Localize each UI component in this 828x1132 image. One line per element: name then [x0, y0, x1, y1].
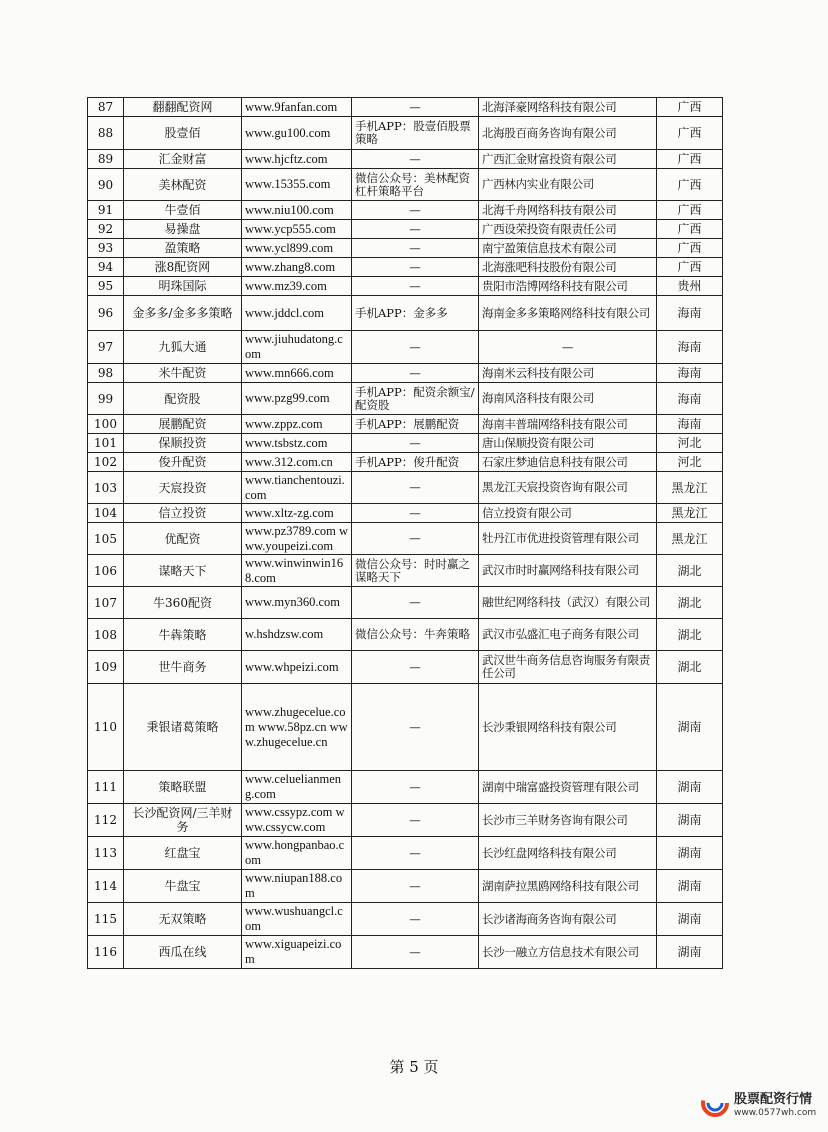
watermark-url: www.0577wh.com — [734, 1108, 817, 1118]
row-number-cell: 97 — [88, 331, 124, 364]
company-name-cell: 北海股百商务咨询有限公司 — [479, 117, 657, 150]
row-number-cell: 92 — [88, 220, 124, 239]
platform-name-cell: 翻翻配资网 — [124, 98, 242, 117]
table-row — [88, 504, 723, 523]
company-name-cell: 长沙市三羊财务咨询有限公司 — [479, 804, 657, 837]
platform-name-cell: 牛犇策略 — [124, 619, 242, 651]
company-name-cell: 信立投资有限公司 — [479, 504, 657, 523]
row-number-cell: 113 — [88, 837, 124, 870]
row-number-cell: 99 — [88, 383, 124, 415]
row-number-cell: 106 — [88, 555, 124, 587]
table-row — [88, 169, 723, 201]
table-row — [88, 804, 723, 837]
company-name-cell: 石家庄梦迪信息科技有限公司 — [479, 453, 657, 472]
table-row — [88, 771, 723, 804]
app-info-cell: — — [352, 239, 479, 258]
province-cell: 湖南 — [657, 804, 723, 837]
row-number-cell: 107 — [88, 587, 124, 619]
company-name-cell: 武汉市时时赢网络科技有限公司 — [479, 555, 657, 587]
app-info-cell: — — [352, 804, 479, 837]
row-number-cell: 101 — [88, 434, 124, 453]
platform-name-cell: 保顺投资 — [124, 434, 242, 453]
platform-name-cell: 九狐大通 — [124, 331, 242, 364]
platform-name-cell: 策略联盟 — [124, 771, 242, 804]
company-name-cell: 南宁盈策信息技术有限公司 — [479, 239, 657, 258]
app-info-cell: 手机APP：展鹏配资 — [352, 415, 479, 434]
app-info-cell: 手机APP：股壹佰股票策略 — [352, 117, 479, 150]
row-number-cell: 89 — [88, 150, 124, 169]
platform-name-cell: 谋略天下 — [124, 555, 242, 587]
website-url-cell: www.xiguapeizi.com — [242, 936, 352, 969]
website-url-cell: www.tsbstz.com — [242, 434, 352, 453]
row-number-cell: 102 — [88, 453, 124, 472]
website-url-cell: www.winwinwin168.com — [242, 555, 352, 587]
website-url-cell: www.9fanfan.com — [242, 98, 352, 117]
company-name-cell: 广西设荣投资有限责任公司 — [479, 220, 657, 239]
watermark — [700, 1086, 820, 1124]
company-name-cell: 长沙秉银网络科技有限公司 — [479, 684, 657, 771]
province-cell: 海南 — [657, 331, 723, 364]
company-name-cell: 黑龙江天宸投资咨询有限公司 — [479, 472, 657, 504]
platform-name-cell: 牛壹佰 — [124, 201, 242, 220]
row-number-cell: 94 — [88, 258, 124, 277]
platform-name-cell: 盈策略 — [124, 239, 242, 258]
app-info-cell: 手机APP：俊升配资 — [352, 453, 479, 472]
app-info-cell: — — [352, 771, 479, 804]
province-cell: 海南 — [657, 383, 723, 415]
platform-name-cell: 优配资 — [124, 523, 242, 555]
app-info-cell: 手机APP：配资余额宝/配资股 — [352, 383, 479, 415]
app-info-cell: — — [352, 364, 479, 383]
company-name-cell: 唐山保顺投资有限公司 — [479, 434, 657, 453]
website-url-cell: www.pzg99.com — [242, 383, 352, 415]
app-info-cell: — — [352, 651, 479, 684]
row-number-cell: 90 — [88, 169, 124, 201]
platform-name-cell: 天宸投资 — [124, 472, 242, 504]
province-cell: 湖北 — [657, 555, 723, 587]
province-cell: 黑龙江 — [657, 472, 723, 504]
company-name-cell: 长沙一融立方信息技术有限公司 — [479, 936, 657, 969]
province-cell: 湖北 — [657, 651, 723, 684]
website-url-cell: www.312.com.cn — [242, 453, 352, 472]
website-url-cell: www.niupan188.com — [242, 870, 352, 903]
website-url-cell: www.15355.com — [242, 169, 352, 201]
platform-name-cell: 美林配资 — [124, 169, 242, 201]
website-url-cell: www.celuelianmeng.com — [242, 771, 352, 804]
platform-name-cell: 牛360配资 — [124, 587, 242, 619]
app-info-cell: — — [352, 277, 479, 296]
row-number-cell: 109 — [88, 651, 124, 684]
company-name-cell: 北海千舟网络科技有限公司 — [479, 201, 657, 220]
row-number-cell: 87 — [88, 98, 124, 117]
company-name-cell: 广西汇金财富投资有限公司 — [479, 150, 657, 169]
website-url-cell: www.cssypz.com www.cssycw.com — [242, 804, 352, 837]
company-name-cell: 武汉世牛商务信息咨询服务有限责任公司 — [479, 651, 657, 684]
app-info-cell: — — [352, 220, 479, 239]
app-info-cell: 微信公众号：时时赢之谋略天下 — [352, 555, 479, 587]
platform-name-cell: 秉银诸葛策略 — [124, 684, 242, 771]
table-row — [88, 619, 723, 651]
province-cell: 湖南 — [657, 837, 723, 870]
table-row — [88, 364, 723, 383]
row-number-cell: 108 — [88, 619, 124, 651]
table-row — [88, 296, 723, 331]
table-row — [88, 472, 723, 504]
row-number-cell: 96 — [88, 296, 124, 331]
website-url-cell: www.hjcftz.com — [242, 150, 352, 169]
watermark-title: 股票配资行情 — [734, 1092, 813, 1107]
website-url-cell: w.hshdzsw.com — [242, 619, 352, 651]
table-row — [88, 277, 723, 296]
app-info-cell: — — [352, 684, 479, 771]
platform-name-cell: 配资股 — [124, 383, 242, 415]
app-info-cell: 微信公众号：美林配资杠杆策略平台 — [352, 169, 479, 201]
province-cell: 湖南 — [657, 684, 723, 771]
app-info-cell: — — [352, 523, 479, 555]
row-number-cell: 110 — [88, 684, 124, 771]
province-cell: 广西 — [657, 239, 723, 258]
platform-name-cell: 汇金财富 — [124, 150, 242, 169]
platform-name-cell: 展鹏配资 — [124, 415, 242, 434]
website-url-cell: www.zhugecelue.com www.58pz.cn www.zhugecelue.cn — [242, 684, 352, 771]
website-url-cell: www.pz3789.com www.youpeizi.com — [242, 523, 352, 555]
website-url-cell: www.mz39.com — [242, 277, 352, 296]
table-row — [88, 98, 723, 117]
website-url-cell: www.whpeizi.com — [242, 651, 352, 684]
row-number-cell: 104 — [88, 504, 124, 523]
row-number-cell: 100 — [88, 415, 124, 434]
province-cell: 黑龙江 — [657, 523, 723, 555]
table-row — [88, 201, 723, 220]
app-info-cell: — — [352, 331, 479, 364]
province-cell: 湖北 — [657, 587, 723, 619]
province-cell: 海南 — [657, 415, 723, 434]
website-url-cell: www.zhang8.com — [242, 258, 352, 277]
website-url-cell: www.zppz.com — [242, 415, 352, 434]
row-number-cell: 115 — [88, 903, 124, 936]
app-info-cell: — — [352, 258, 479, 277]
website-url-cell: www.hongpanbao.com — [242, 837, 352, 870]
platform-name-cell: 世牛商务 — [124, 651, 242, 684]
row-number-cell: 116 — [88, 936, 124, 969]
table-row — [88, 684, 723, 771]
website-url-cell: www.ycl899.com — [242, 239, 352, 258]
row-number-cell: 98 — [88, 364, 124, 383]
platform-name-cell: 西瓜在线 — [124, 936, 242, 969]
swirl-logo-icon — [700, 1088, 730, 1118]
company-name-cell: 北海涨吧科技股份有限公司 — [479, 258, 657, 277]
app-info-cell: — — [352, 837, 479, 870]
website-url-cell: www.xltz-zg.com — [242, 504, 352, 523]
company-name-cell: 贵阳市浩博网络科技有限公司 — [479, 277, 657, 296]
row-number-cell: 91 — [88, 201, 124, 220]
platform-name-cell: 金多多/金多多策略 — [124, 296, 242, 331]
app-info-cell: — — [352, 587, 479, 619]
app-info-cell: — — [352, 150, 479, 169]
row-number-cell: 114 — [88, 870, 124, 903]
page-number: 第 5 页 — [389, 1058, 439, 1076]
platform-name-cell: 股壹佰 — [124, 117, 242, 150]
province-cell: 广西 — [657, 150, 723, 169]
row-number-cell: 105 — [88, 523, 124, 555]
company-name-cell: 海南丰普瑞网络科技有限公司 — [479, 415, 657, 434]
app-info-cell: — — [352, 870, 479, 903]
province-cell: 黑龙江 — [657, 504, 723, 523]
row-number-cell: 88 — [88, 117, 124, 150]
province-cell: 河北 — [657, 434, 723, 453]
website-url-cell: www.mn666.com — [242, 364, 352, 383]
table-row — [88, 415, 723, 434]
province-cell: 广西 — [657, 220, 723, 239]
province-cell: 湖南 — [657, 870, 723, 903]
app-info-cell: — — [352, 936, 479, 969]
province-cell: 广西 — [657, 169, 723, 201]
app-info-cell: — — [352, 504, 479, 523]
app-info-cell: 微信公众号：牛奔策略 — [352, 619, 479, 651]
registry-table — [87, 97, 723, 969]
table-row — [88, 870, 723, 903]
app-info-cell: — — [352, 98, 479, 117]
platform-name-cell: 红盘宝 — [124, 837, 242, 870]
table-row — [88, 150, 723, 169]
table-row — [88, 331, 723, 364]
table-row — [88, 117, 723, 150]
website-url-cell: www.jiuhudatong.com — [242, 331, 352, 364]
company-name-cell: — — [479, 331, 657, 364]
table-row — [88, 220, 723, 239]
table-row — [88, 936, 723, 969]
table-row — [88, 587, 723, 619]
platform-name-cell: 长沙配资网/三羊财务 — [124, 804, 242, 837]
table-row — [88, 453, 723, 472]
app-info-cell: — — [352, 903, 479, 936]
table-row — [88, 555, 723, 587]
row-number-cell: 112 — [88, 804, 124, 837]
platform-name-cell: 米牛配资 — [124, 364, 242, 383]
company-name-cell: 长沙红盘网络科技有限公司 — [479, 837, 657, 870]
table-row — [88, 837, 723, 870]
table-row — [88, 903, 723, 936]
province-cell: 广西 — [657, 258, 723, 277]
company-name-cell: 湖南中瑞富盛投资管理有限公司 — [479, 771, 657, 804]
province-cell: 湖南 — [657, 771, 723, 804]
row-number-cell: 93 — [88, 239, 124, 258]
company-name-cell: 融世纪网络科技（武汉）有限公司 — [479, 587, 657, 619]
province-cell: 海南 — [657, 364, 723, 383]
platform-name-cell: 无双策略 — [124, 903, 242, 936]
company-name-cell: 牡丹江市优进投资管理有限公司 — [479, 523, 657, 555]
app-info-cell: 手机APP：金多多 — [352, 296, 479, 331]
province-cell: 广西 — [657, 201, 723, 220]
website-url-cell: www.tianchentouzi.com — [242, 472, 352, 504]
platform-name-cell: 牛盘宝 — [124, 870, 242, 903]
table-body — [88, 98, 723, 969]
app-info-cell: — — [352, 472, 479, 504]
table-row — [88, 523, 723, 555]
website-url-cell: www.niu100.com — [242, 201, 352, 220]
table-row — [88, 434, 723, 453]
website-url-cell: www.gu100.com — [242, 117, 352, 150]
company-name-cell: 海南金多多策略网络科技有限公司 — [479, 296, 657, 331]
website-url-cell: www.jddcl.com — [242, 296, 352, 331]
row-number-cell: 111 — [88, 771, 124, 804]
province-cell: 湖北 — [657, 619, 723, 651]
company-name-cell: 长沙诸海商务咨询有限公司 — [479, 903, 657, 936]
province-cell: 湖南 — [657, 903, 723, 936]
table-row — [88, 383, 723, 415]
province-cell: 湖南 — [657, 936, 723, 969]
website-url-cell: www.myn360.com — [242, 587, 352, 619]
platform-name-cell: 易操盘 — [124, 220, 242, 239]
province-cell: 海南 — [657, 296, 723, 331]
website-url-cell: www.wushuangcl.com — [242, 903, 352, 936]
company-name-cell: 武汉市弘盛汇电子商务有限公司 — [479, 619, 657, 651]
table-row — [88, 258, 723, 277]
company-name-cell: 海南风洛科技有限公司 — [479, 383, 657, 415]
app-info-cell: — — [352, 201, 479, 220]
province-cell: 广西 — [657, 98, 723, 117]
platform-name-cell: 俊升配资 — [124, 453, 242, 472]
platform-name-cell: 涨8配资网 — [124, 258, 242, 277]
row-number-cell: 103 — [88, 472, 124, 504]
row-number-cell: 95 — [88, 277, 124, 296]
website-url-cell: www.ycp555.com — [242, 220, 352, 239]
platform-name-cell: 信立投资 — [124, 504, 242, 523]
province-cell: 广西 — [657, 117, 723, 150]
table-row — [88, 651, 723, 684]
company-name-cell: 北海泽豪网络科技有限公司 — [479, 98, 657, 117]
company-name-cell: 海南米云科技有限公司 — [479, 364, 657, 383]
company-name-cell: 广西林内实业有限公司 — [479, 169, 657, 201]
table-row — [88, 239, 723, 258]
province-cell: 贵州 — [657, 277, 723, 296]
company-name-cell: 湖南萨拉黑鸥网络科技有限公司 — [479, 870, 657, 903]
platform-name-cell: 明珠国际 — [124, 277, 242, 296]
province-cell: 河北 — [657, 453, 723, 472]
app-info-cell: — — [352, 434, 479, 453]
